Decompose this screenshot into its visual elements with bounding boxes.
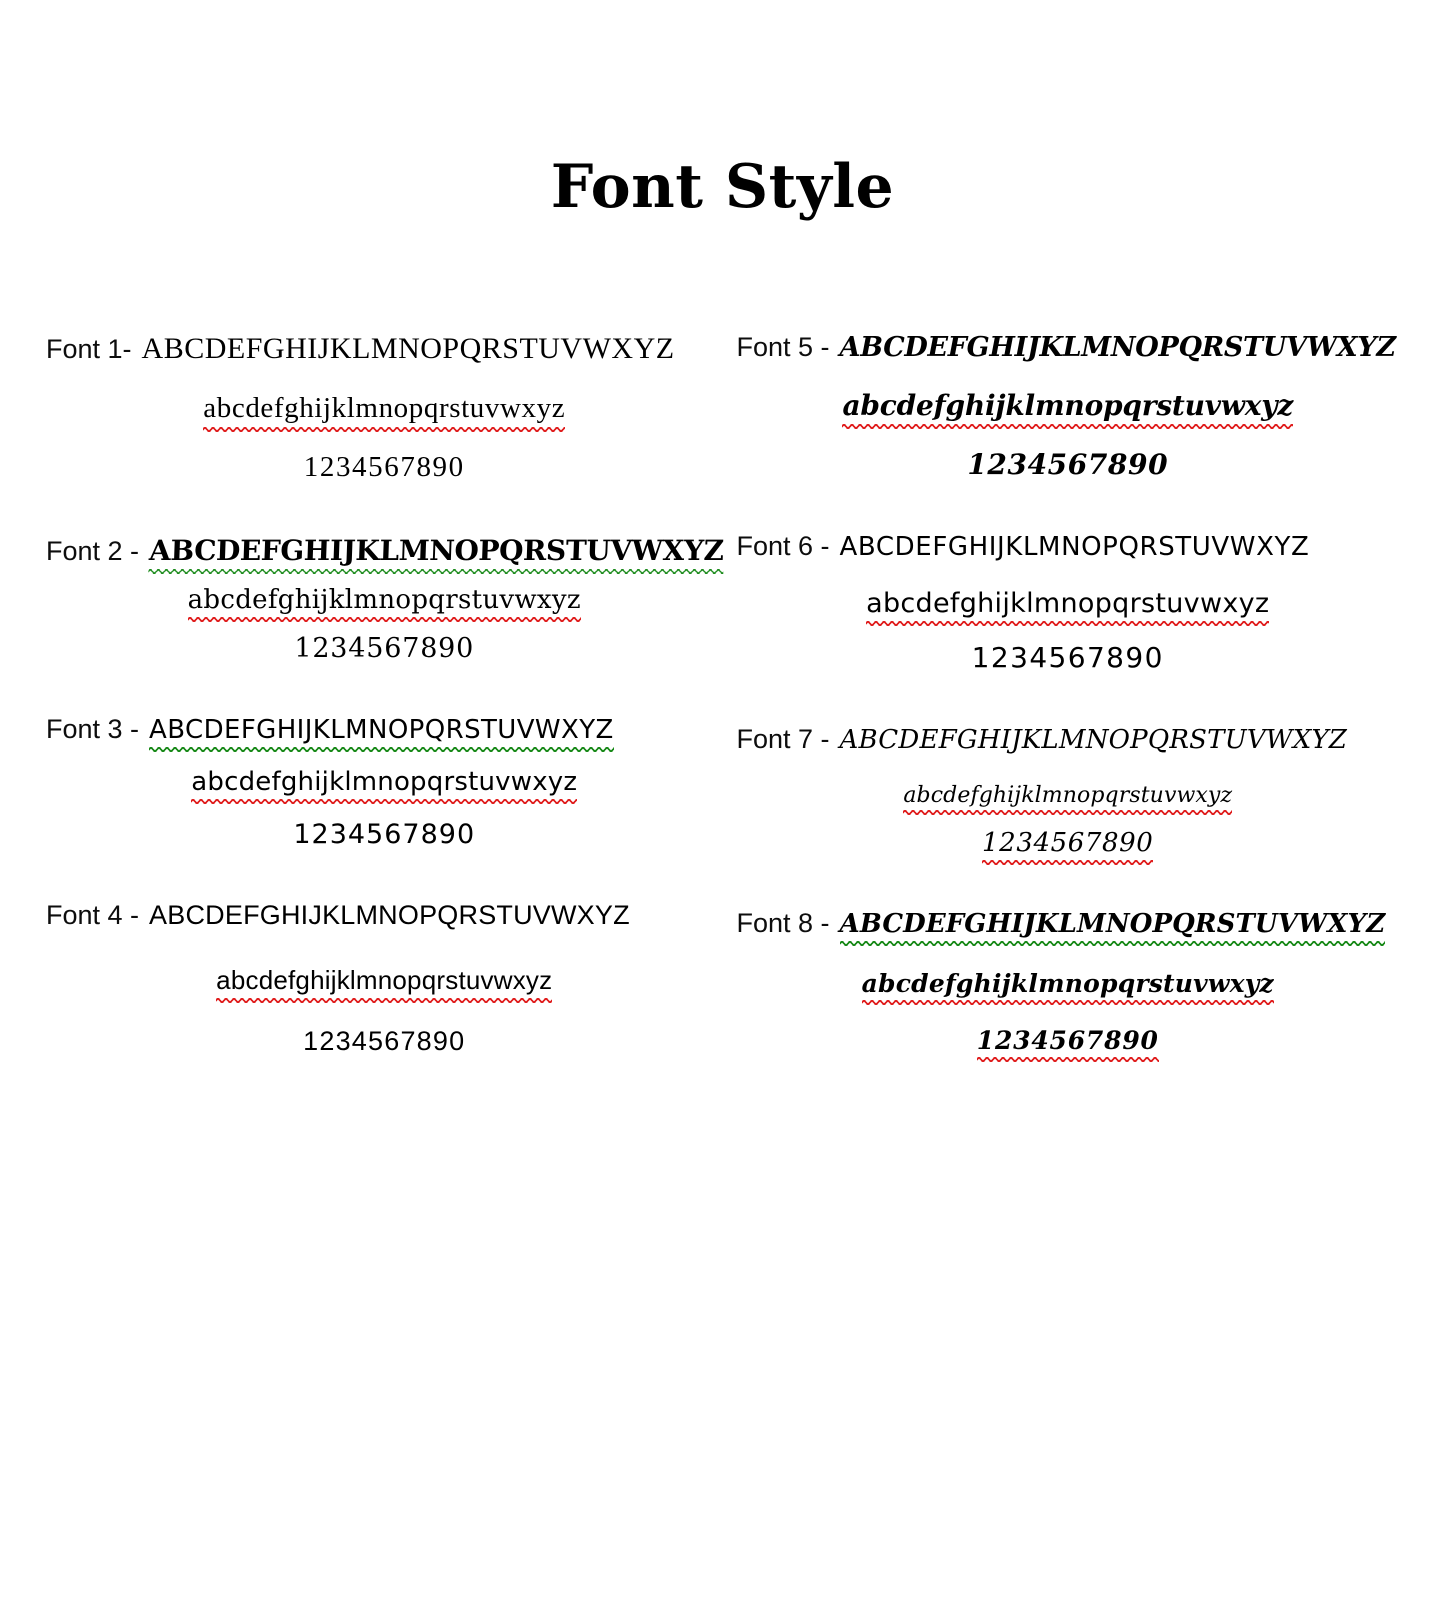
- font-6-lowercase-sample: abcdefghijklmnopqrstuvwxyz: [866, 588, 1269, 623]
- font-2-lowercase-row: [46, 585, 723, 619]
- font-4-uppercase-sample: ABCDEFGHIJKLMNOPQRSTUVWXYZ: [149, 900, 630, 930]
- font-6-uppercase-sample: ABCDEFGHIJKLMNOPQRSTUVWXYZ: [839, 532, 1310, 562]
- font-5-uppercase-sample: ABCDEFGHIJKLMNOPQRSTUVWXYZ: [839, 332, 1396, 363]
- font-1-uppercase-sample: ABCDEFGHIJKLMNOPQRSTUVWXYZ: [141, 332, 675, 365]
- font-3-lowercase-sample: abcdefghijklmnopqrstuvwxyz: [191, 767, 577, 801]
- font-7-uppercase-sample: ABCDEFGHIJKLMNOPQRSTUVWXYZ: [839, 725, 1348, 755]
- font-7-lowercase-row: [737, 783, 1400, 812]
- font-2-uppercase-sample: ABCDEFGHIJKLMNOPQRSTUVWXYZ: [148, 534, 724, 571]
- font-block-1: [46, 332, 723, 488]
- font-1-lowercase-row: [46, 392, 723, 429]
- font-4-lowercase-sample: abcdefghijklmnopqrstuvwxyz: [216, 965, 552, 1000]
- font-1-numbers-row: [46, 451, 723, 488]
- font-5-lowercase-sample: abcdefghijklmnopqrstuvwxyz: [842, 389, 1293, 426]
- font-8-lowercase-sample: abcdefghijklmnopqrstuvwxyz: [862, 969, 1274, 1002]
- font-7-uppercase-row: [737, 724, 1400, 759]
- font-block-5: [737, 332, 1400, 485]
- font-6-label: Font 6 -: [736, 531, 830, 561]
- font-block-7: [737, 724, 1400, 862]
- font-8-uppercase-row: [737, 908, 1400, 943]
- font-8-numbers-row: [737, 1026, 1400, 1059]
- font-sample-columns: [0, 332, 1445, 1069]
- right-column: [723, 332, 1400, 1069]
- font-5-lowercase-row: [737, 389, 1400, 426]
- font-6-lowercase-row: [737, 588, 1400, 623]
- font-2-numbers-sample: 1234567890: [294, 633, 475, 664]
- font-2-label: Font 2 -: [46, 536, 140, 566]
- font-5-numbers-sample: 1234567890: [967, 448, 1169, 481]
- font-4-numbers-sample: 1234567890: [303, 1026, 466, 1056]
- font-7-label: Font 7 -: [736, 724, 830, 754]
- font-8-lowercase-row: [737, 969, 1400, 1002]
- font-4-numbers-row: [46, 1026, 723, 1061]
- font-1-lowercase-sample: abcdefghijklmnopqrstuvwxyz: [203, 392, 565, 429]
- font-block-8: [737, 908, 1400, 1059]
- page-title: Font Style: [550, 152, 895, 222]
- font-3-label: Font 3 -: [46, 714, 140, 744]
- font-block-4: [46, 900, 723, 1061]
- font-4-label: Font 4 -: [46, 900, 140, 930]
- font-2-uppercase-row: [46, 534, 723, 571]
- font-1-numbers-sample: 1234567890: [303, 451, 465, 483]
- font-7-numbers-row: [737, 828, 1400, 862]
- font-1-uppercase-row: [46, 332, 723, 370]
- font-4-lowercase-row: [46, 965, 723, 1000]
- font-8-numbers-sample: 1234567890: [977, 1026, 1159, 1059]
- font-3-lowercase-row: [46, 767, 723, 801]
- font-3-uppercase-row: [46, 714, 723, 749]
- font-6-numbers-row: [737, 641, 1400, 678]
- font-7-numbers-sample: 1234567890: [982, 828, 1153, 862]
- left-column: [46, 332, 723, 1069]
- font-5-uppercase-row: [737, 332, 1400, 367]
- font-3-numbers-sample: 1234567890: [293, 819, 476, 850]
- font-5-numbers-row: [737, 448, 1400, 485]
- font-8-uppercase-sample: ABCDEFGHIJKLMNOPQRSTUVWXYZ: [840, 909, 1386, 943]
- font-4-uppercase-row: [46, 900, 723, 935]
- font-5-label: Font 5 -: [736, 332, 830, 362]
- font-6-uppercase-row: [737, 531, 1400, 566]
- font-block-3: [46, 714, 723, 854]
- font-6-numbers-sample: 1234567890: [971, 641, 1164, 674]
- font-7-lowercase-sample: abcdefghijklmnopqrstuvwxyz: [903, 783, 1232, 812]
- font-block-2: [46, 534, 723, 668]
- font-block-6: [737, 531, 1400, 678]
- font-2-numbers-row: [46, 633, 723, 668]
- font-3-numbers-row: [46, 819, 723, 854]
- font-3-uppercase-sample: ABCDEFGHIJKLMNOPQRSTUVWXYZ: [149, 715, 614, 749]
- font-1-label: Font 1-: [46, 334, 132, 364]
- font-8-label: Font 8 -: [736, 908, 830, 938]
- font-2-lowercase-sample: abcdefghijklmnopqrstuvwxyz: [188, 585, 581, 619]
